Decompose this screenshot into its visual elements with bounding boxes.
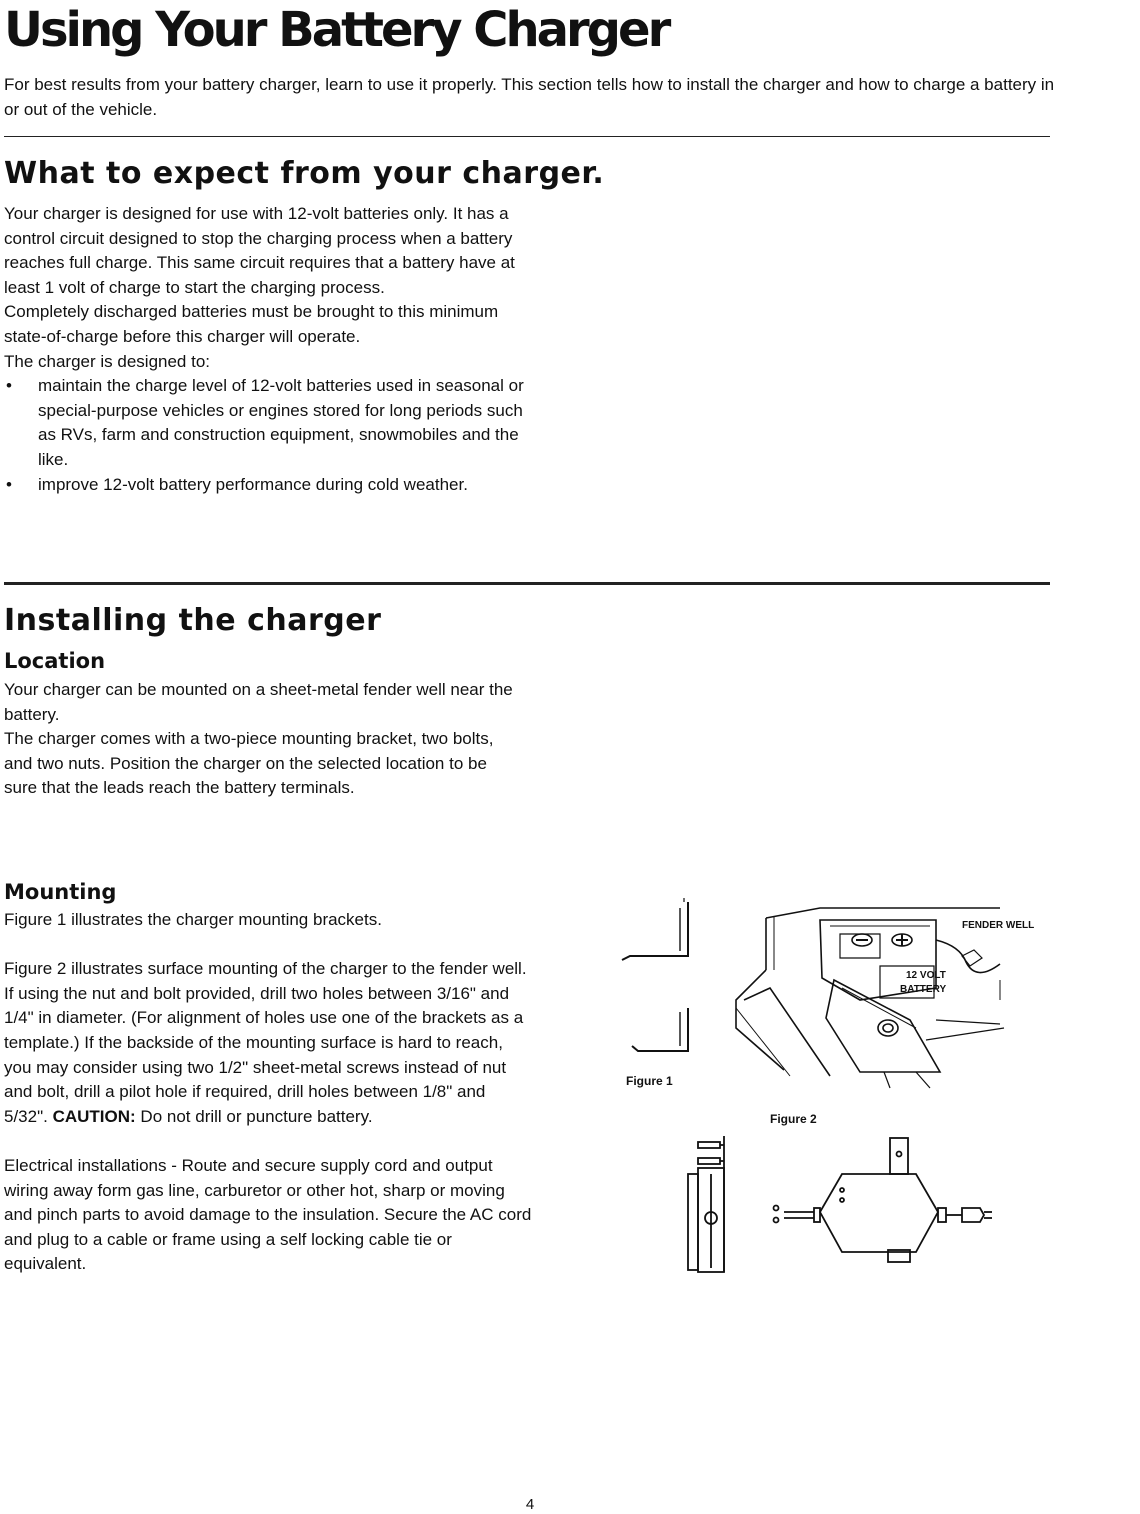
installing-heading: Installing the charger [4,603,382,638]
mounting-paragraph-3: Electrical installations - Route and secure supply cord and output wiring away form gas line, carburetor or other hot, sharp or moving and pinch parts to avoid damage to the insulation. Secure the AC cord and plug to a cable or frame using a self locking cable tie or equivalent. [4,1155,532,1274]
mounting-paragraph-2 [4,957,532,1129]
figure-1-caption: Figure 1 [626,1074,673,1088]
battery-label-line-1: 12 VOLT [906,970,946,981]
mounting-heading: Mounting [4,880,117,904]
designed-to-label: The charger is designed to: [4,351,211,371]
figure-2-caption: Figure 2 [770,1112,817,1126]
page-title: Using Your Battery Charger [4,2,669,58]
caution-label: CAUTION: [52,1106,136,1126]
expect-bullet-list [4,374,530,497]
figure-1-bracket-illustration [612,896,712,1071]
list-item: • maintain the charge level of 12-volt batteries used in seasonal or special-purpose vehicles or engines stored for long periods such as RVs, farm and construction equipment, snowmobiles and the like. [4,374,530,472]
expect-paragraph: Your charger is designed for use with 12-volt batteries only. It has a control circuit designed to stop the charging process when a battery reaches full charge. This same circuit requires that a battery have at least 1 volt of charge to start the charging process. [4,204,515,297]
mounting-section [4,908,532,1277]
page-number: 4 [525,1496,535,1513]
location-heading: Location [4,649,106,673]
location-section [4,678,518,801]
mounting-paragraph-2-text: Figure 2 illustrates surface mounting of the charger to the fender well. If using the nut and bolt provided, drill two holes between 3/16" and 1/4" in diameter. (For alignment of holes use one of the brackets as a template.) If the backside of the mounting surface is hard to reach, you may consider using two 1/2" sheet-metal screws instead of nut and bolt, drill a pilot hole if required, drill holes between 1/8" and 5/32". [4,959,527,1126]
battery-label-line-2: BATTERY [900,984,947,995]
location-paragraph-2: The charger comes with a two-piece mounting bracket, two bolts, and two nuts. Position the charger on the selected location to be sure that the leads reach the battery terminals. [4,729,494,798]
mounting-paragraph-1: Figure 1 illustrates the charger mounting brackets. [4,910,382,929]
figure-2-mounting-diagram [680,1132,1010,1280]
expect-heading: What to expect from your charger. [4,156,605,191]
fender-well-label: FENDER WELL [962,920,1035,931]
figure-2-fender-battery-illustration [730,900,1035,1090]
expect-section [4,202,530,497]
location-paragraph-1: Your charger can be mounted on a sheet-metal fender well near the battery. [4,680,513,724]
section-divider [4,136,1050,137]
list-item: • improve 12-volt battery performance during cold weather. [4,473,530,498]
expect-paragraph-2: Completely discharged batteries must be brought to this minimum state-of-charge before this charger will operate. [4,302,499,346]
intro-paragraph: For best results from your battery charger, learn to use it properly. This section tells how to install the charger and how to charge a battery in or out of the vehicle. [4,75,1055,119]
section-divider [4,582,1050,585]
caution-text: Do not drill or puncture battery. [135,1106,373,1126]
